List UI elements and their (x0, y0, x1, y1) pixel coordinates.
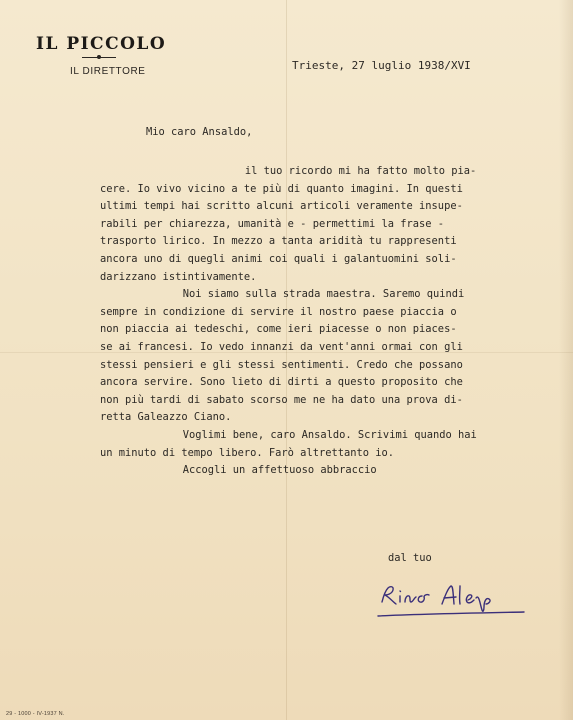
body-line: Accogli un affettuoso abbraccio (182, 464, 377, 477)
body-line: cere. Io vivo vicino a te più di quanto imagini. In questi (100, 182, 463, 195)
body-line: stessi pensieri e gli stessi sentimenti. Credo che possano (100, 358, 463, 371)
body-line: retta Galeazzo Ciano. (100, 411, 232, 424)
body-line: un minuto di tempo libero. Farò altrettanto io. (100, 446, 395, 459)
letter-closing: dal tuo (388, 552, 432, 564)
body-line: non piaccia ai tedeschi, come ieri piacesse o non piaces- (100, 323, 457, 336)
letterhead-subtitle: IL DIRETTORE (70, 66, 146, 77)
body-line: sempre in condizione di servire il nostro paese piaccia o (100, 305, 457, 318)
body-line: il tuo ricordo mi ha fatto molto pia- (244, 165, 477, 177)
body-line: ancora servire. Sono lieto di dirti a questo proposito che (100, 376, 463, 389)
body-line: Noi siamo sulla strada maestra. Saremo quindi (182, 288, 465, 301)
body-line: trasporto lirico. In mezzo a tanta aridità tu rappresenti (100, 235, 457, 248)
signature (376, 580, 536, 620)
paper-edge-shadow (559, 0, 573, 720)
letterhead-title: IL PICCOLO (36, 34, 167, 54)
letterhead-ornament (97, 55, 101, 59)
body-line: darizzano istintivamente. (100, 270, 257, 283)
body-line: rabili per chiarezza, umanità e - permettimi la frase - (100, 217, 445, 230)
letter-dateline: Trieste, 27 luglio 1938/XVI (292, 59, 471, 72)
body-line: ultimi tempi hai scritto alcuni articoli veramente insupe- (100, 200, 463, 213)
body-line: ancora uno di quegli animi coi quali i galantuomini soli- (100, 253, 457, 265)
body-line: non più tardi di sabato scorso me ne ha dato una prova di- (100, 393, 463, 406)
body-line: Voglimi bene, caro Ansaldo. Scrivimi quando hai (182, 429, 477, 441)
letter-greeting: Mio caro Ansaldo, (146, 126, 253, 138)
printer-code: 29 - 1000 - IV-1937 N. (6, 711, 65, 717)
body-line: se ai francesi. Io vedo innanzi da vent'anni ormai con gli (100, 341, 463, 353)
